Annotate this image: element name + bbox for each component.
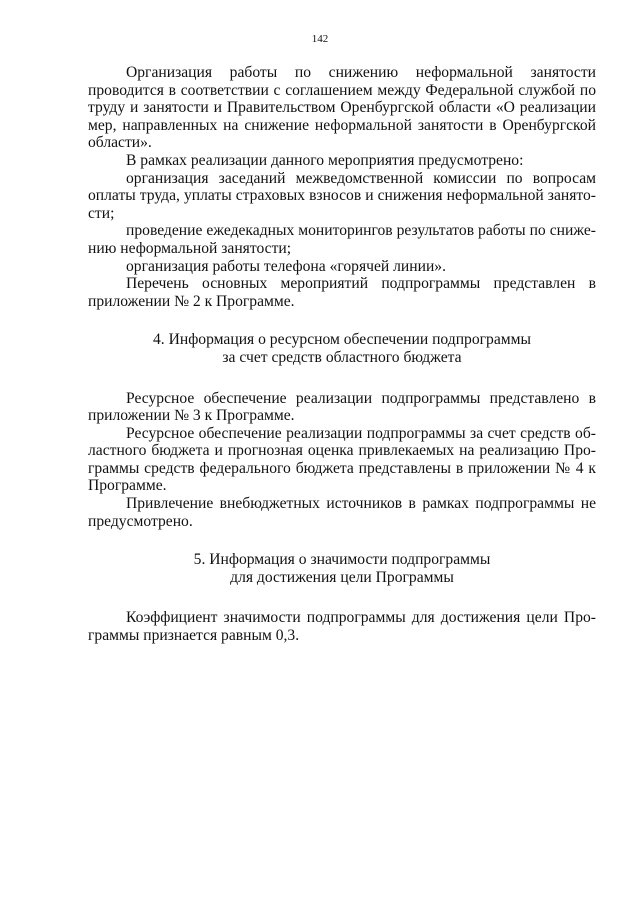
section-5-heading [88, 551, 596, 586]
section-5-paragraph: Коэффициент значимости подпрограммы для достижения цели Программы признается равным 0,3. [88, 609, 596, 645]
intro-paragraph: В рамках реализации данного мероприятия предусмотрено: [126, 151, 524, 169]
section-5-title-line2: для достижения цели Программы [230, 568, 454, 586]
intro-paragraph: Организация работы по снижению неформальной занятости проводится в соответствии с соглашением между Федеральной службой по труду и занятости и Правительством Оренбургской области «О реализации мер, направленных на снижение неформальной занятости в Оренбургской области». [88, 64, 596, 152]
section-4-paragraph: Ресурсное обеспечение реализации подпрограммы за счет средств областного бюджета и прогнозная оценка привлекаемых на реализацию Программы средств федерального бюджета представлены в приложении № 4 к Программе. [88, 424, 596, 495]
page-content [88, 64, 596, 645]
section-5-title-line1: 5. Информация о значимости подпрограммы [193, 551, 491, 569]
intro-list-item: проведение ежедекадных мониторингов результатов работы по снижению неформальной занятости; [88, 222, 596, 257]
section-4-paragraph: Ресурсное обеспечение реализации подпрограммы представлено в приложении № 3 к Программе. [88, 389, 596, 425]
intro-list-item: организация работы телефона «горячей линии». [126, 257, 447, 275]
section-4-title-line1: 4. Информация о ресурсном обеспечении подпрограммы [153, 331, 531, 349]
section-4-title-line2: за счет средств областного бюджета [222, 348, 462, 366]
intro-list-item: организация заседаний межведомственной комиссии по вопросам оплаты труда, уплаты страховых взносов и снижения неформальной занятости; [88, 169, 596, 222]
section-4-heading [88, 331, 596, 366]
page-number: 142 [311, 33, 329, 45]
section-4-paragraph: Привлечение внебюджетных источников в рамках подпрограммы не предусмотрено. [88, 495, 596, 530]
intro-paragraph: Перечень основных мероприятий подпрограммы представлен в приложении № 2 к Программе. [88, 275, 596, 310]
